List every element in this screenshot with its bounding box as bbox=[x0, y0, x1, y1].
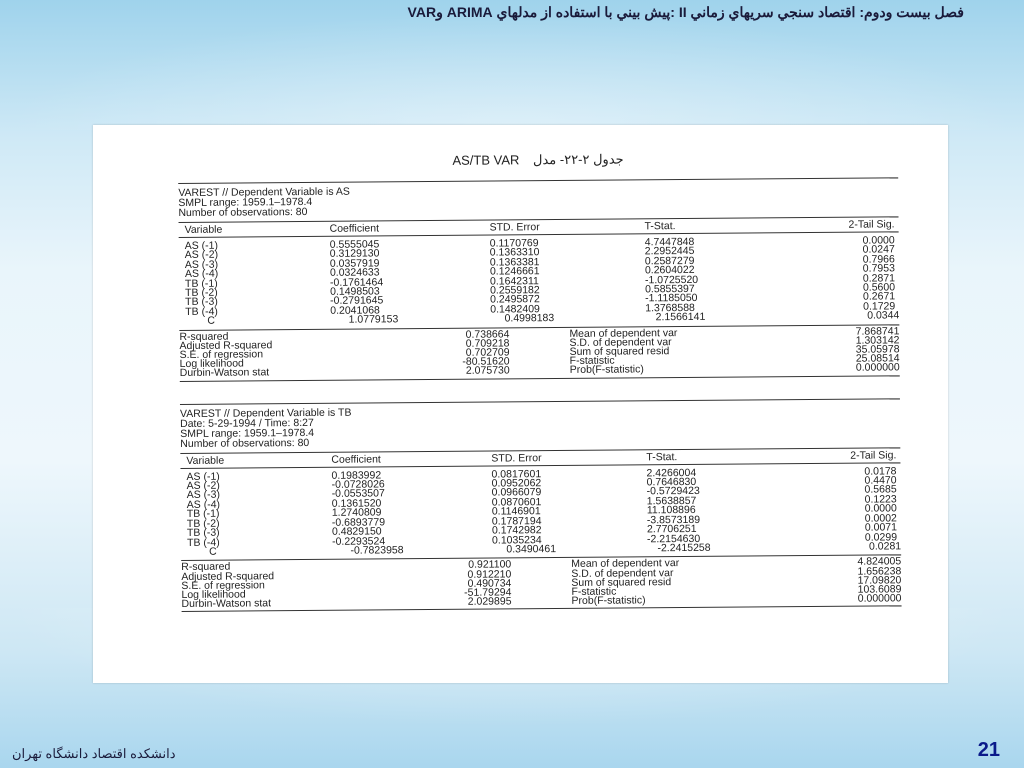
table-cell: 0.1170769 bbox=[489, 237, 539, 250]
table-cell: -0.0553507 bbox=[331, 487, 385, 501]
table-cell: 0.2587279 bbox=[644, 254, 695, 268]
statistic-label: Adjusted R-squared bbox=[179, 339, 273, 352]
table-cell: 0.1729 bbox=[863, 300, 896, 313]
table-cell: -0.2293524 bbox=[331, 534, 386, 548]
statistic-value: 103.6089 bbox=[857, 583, 902, 596]
column-header: Coefficient bbox=[331, 453, 381, 466]
table-cell: 1.5638857 bbox=[646, 494, 697, 508]
statistic-value: 7.868741 bbox=[855, 324, 900, 338]
table-cell: -3.8573189 bbox=[646, 513, 701, 527]
statistic-label: Durbin-Watson stat bbox=[181, 597, 272, 611]
table-cell: -0.6893779 bbox=[331, 516, 386, 529]
table-cell: 0.2671 bbox=[862, 290, 896, 304]
table-cell: TB (-1) bbox=[184, 277, 218, 290]
table-cell: 0.5555045 bbox=[329, 238, 380, 251]
table-cell: -1.1185050 bbox=[645, 292, 698, 305]
table-header-row bbox=[180, 448, 900, 469]
document-content bbox=[178, 149, 902, 634]
table-cell: 1.3768588 bbox=[645, 301, 695, 315]
statistic-label: R-squared bbox=[181, 560, 231, 574]
table-cell: 1.2740809 bbox=[331, 506, 382, 520]
table-cell: 4.7447848 bbox=[644, 235, 695, 249]
table-cell: 0.0000 bbox=[862, 234, 895, 247]
statistic-label: Log likelihood bbox=[179, 357, 244, 371]
table-cell: TB (-2) bbox=[185, 286, 218, 299]
table-cell: -0.7823958 bbox=[350, 544, 404, 557]
table-cell: 11.108896 bbox=[646, 504, 696, 517]
statistic-label: Adjusted R-squared bbox=[181, 569, 275, 583]
table-cell: 0.1146901 bbox=[491, 505, 541, 518]
table-cell: 0.0071 bbox=[864, 521, 897, 534]
table-cell: AS (-2) bbox=[186, 479, 220, 493]
section-header-line: SMPL range: 1959.1–1978.4 bbox=[178, 195, 313, 209]
regression-section bbox=[180, 398, 902, 612]
table-cell: 0.3490461 bbox=[506, 542, 557, 556]
statistic-value: 0.702709 bbox=[465, 346, 510, 359]
table-cell: 1.0779153 bbox=[348, 313, 399, 326]
table-cell: AS (-4) bbox=[184, 267, 219, 281]
table-cell: 0.1363381 bbox=[489, 255, 540, 269]
column-header: Coefficient bbox=[329, 222, 380, 235]
table-cell: 0.0178 bbox=[864, 465, 897, 478]
statistic-value: 25.08514 bbox=[855, 352, 900, 365]
table-cell: 0.4829150 bbox=[331, 525, 382, 538]
statistic-value: 0.000000 bbox=[855, 361, 900, 375]
statistic-value: -51.79294 bbox=[464, 586, 512, 599]
table-cell: 0.0344 bbox=[867, 309, 900, 322]
table-cell: 0.2495872 bbox=[490, 293, 540, 306]
table-cell: 0.1742982 bbox=[491, 524, 542, 537]
column-header: Variable bbox=[184, 223, 223, 236]
table-cell: -1.0725520 bbox=[644, 273, 699, 286]
table-cell: TB (-1) bbox=[186, 507, 220, 521]
footer-university: دانشکده اقتصاد دانشگاه تهران bbox=[12, 746, 176, 761]
table-cell: 0.0281 bbox=[868, 540, 902, 553]
table-cell: 0.0324633 bbox=[329, 266, 380, 280]
regression-sections bbox=[178, 177, 901, 612]
table-cell: 0.1363310 bbox=[489, 246, 540, 259]
table-cell: 0.0299 bbox=[864, 530, 898, 544]
table-cell: 0.1498503 bbox=[330, 285, 380, 298]
table-cell: 0.0247 bbox=[862, 243, 895, 257]
statistic-value: 17.09820 bbox=[857, 574, 902, 587]
statistic-value: 2.029895 bbox=[467, 595, 512, 608]
table-cell: 0.2559182 bbox=[490, 284, 540, 297]
table-cell: 0.1223 bbox=[864, 493, 897, 506]
column-header: 2-Tail Sig. bbox=[848, 218, 895, 231]
statistic-value: 4.824005 bbox=[857, 555, 902, 569]
statistic-label: F-statistic bbox=[571, 585, 617, 598]
statistic-label: S.D. of dependent var bbox=[571, 566, 674, 580]
caption-model-name: AS/TB VAR bbox=[452, 152, 520, 168]
table-cell: 0.5685 bbox=[864, 483, 897, 497]
table-cell: 0.1482409 bbox=[490, 303, 540, 316]
table-cell: TB (-4) bbox=[186, 536, 220, 549]
statistic-label: S.E. of regression bbox=[179, 348, 264, 362]
statistic-label: Mean of dependent var bbox=[569, 326, 678, 340]
table-cell: 0.1983992 bbox=[331, 469, 382, 482]
table-cell: 0.5600 bbox=[862, 281, 896, 294]
column-header: T-Stat. bbox=[644, 220, 676, 233]
table-cell: 0.2871 bbox=[862, 271, 896, 285]
section-header-line: SMPL range: 1959.1–1978.4 bbox=[180, 426, 315, 440]
table-caption bbox=[178, 149, 898, 171]
caption-table-number: جدول ۲-۲۲- مدل bbox=[532, 151, 624, 168]
statistic-value: -80.51620 bbox=[462, 355, 510, 369]
table-cell: 0.5855397 bbox=[645, 282, 695, 296]
table-cell: 0.0952062 bbox=[491, 477, 542, 490]
statistic-value: 1.656238 bbox=[857, 564, 902, 578]
table-cell: TB (-3) bbox=[186, 526, 220, 540]
statistic-label: S.D. of dependent var bbox=[569, 335, 672, 349]
table-cell: 0.2604022 bbox=[644, 264, 695, 277]
statistic-label: R-squared bbox=[179, 330, 229, 343]
table-cell: 0.0966079 bbox=[491, 486, 542, 500]
table-cell: TB (-3) bbox=[185, 296, 218, 309]
table-cell: -0.1761464 bbox=[329, 276, 384, 289]
statistic-value: 0.912210 bbox=[467, 567, 512, 581]
table-cell: 0.0817601 bbox=[491, 467, 542, 481]
statistic-label: Mean of dependent var bbox=[571, 557, 680, 571]
column-header: STD. Error bbox=[489, 221, 540, 234]
table-cell: 0.0002 bbox=[864, 512, 897, 525]
statistic-label: Prob(F-statistic) bbox=[569, 363, 644, 377]
table-cell: TB (-2) bbox=[186, 517, 220, 530]
statistic-label: Sum of squared resid bbox=[569, 345, 670, 358]
coefficient-table bbox=[179, 216, 900, 326]
section-header-line: VAREST // Dependent Variable is TB bbox=[179, 406, 352, 420]
table-cell: 0.1035234 bbox=[491, 533, 542, 547]
table-cell: AS (-2) bbox=[184, 249, 219, 262]
column-header: T-Stat. bbox=[646, 450, 678, 464]
table-cell: 0.4470 bbox=[864, 474, 897, 487]
section-header-line: Number of observations: 80 bbox=[180, 436, 310, 450]
regression-statistics bbox=[179, 324, 899, 382]
table-header-row bbox=[179, 217, 899, 238]
table-cell: 0.0000 bbox=[864, 502, 897, 515]
statistic-value: 1.303142 bbox=[855, 334, 900, 347]
regression-statistics bbox=[181, 555, 901, 613]
statistic-label: Log likelihood bbox=[181, 588, 246, 601]
statistic-value: 0.000000 bbox=[857, 592, 902, 605]
slide-title: فصل بيست ودوم: اقتصاد سنجي سريهاي زماني II :پيش بيني با استفاده از مدلهاي ARIMA وVAR bbox=[407, 4, 964, 20]
statistic-value: 0.921100 bbox=[468, 558, 512, 572]
table-cell: 0.1246661 bbox=[489, 265, 540, 278]
table-cell: -2.2415258 bbox=[657, 541, 711, 555]
table-cell: AS (-3) bbox=[186, 489, 220, 502]
table-cell: AS (-1) bbox=[186, 470, 220, 483]
table-cell: 0.2041068 bbox=[330, 304, 380, 317]
column-header: Variable bbox=[186, 454, 225, 467]
background-wave-top bbox=[0, 10, 1024, 130]
table-cell: 0.4998183 bbox=[504, 312, 555, 325]
table-cell: 0.1642311 bbox=[489, 274, 539, 288]
statistic-value: 0.490734 bbox=[467, 577, 512, 590]
statistic-label: F-statistic bbox=[569, 354, 615, 368]
table-cell: 2.2952445 bbox=[644, 245, 695, 258]
table-cell: -2.2154630 bbox=[646, 532, 701, 545]
table-cell: C bbox=[207, 314, 215, 328]
table-cell: 2.7706251 bbox=[646, 523, 697, 536]
table-cell: AS (-4) bbox=[186, 498, 221, 511]
page-number: 21 bbox=[977, 739, 1000, 761]
table-cell: 0.0357919 bbox=[329, 257, 380, 270]
table-cell: -0.5729423 bbox=[646, 485, 700, 498]
table-cell: -0.2791645 bbox=[330, 294, 384, 308]
statistic-value: 0.709218 bbox=[465, 337, 510, 350]
table-cell: TB (-4) bbox=[185, 305, 218, 318]
section-header-line: VAREST // Dependent Variable is AS bbox=[178, 185, 350, 199]
statistic-label: Sum of squared resid bbox=[571, 575, 672, 589]
statistic-label: Prob(F-statistic) bbox=[571, 594, 646, 608]
table-cell: 0.7953 bbox=[862, 262, 895, 275]
column-header: STD. Error bbox=[491, 451, 542, 465]
coefficient-table bbox=[180, 447, 901, 557]
statistic-value: 0.738664 bbox=[465, 328, 510, 341]
section-header-line: Date: 5-29-1994 / Time: 8:27 bbox=[180, 416, 314, 430]
scanned-document bbox=[93, 125, 948, 683]
table-cell: 2.1566141 bbox=[655, 311, 706, 324]
table-cell: -0.0728026 bbox=[331, 478, 385, 491]
statistic-value: 35.05978 bbox=[855, 343, 900, 356]
section-header-line: Number of observations: 80 bbox=[178, 205, 308, 219]
column-header: 2-Tail Sig. bbox=[850, 449, 897, 462]
table-cell: 0.3129130 bbox=[329, 247, 380, 261]
table-cell: AS (-1) bbox=[184, 239, 219, 252]
regression-section bbox=[178, 177, 900, 381]
statistic-value: 2.075730 bbox=[465, 364, 510, 378]
statistic-label: S.E. of regression bbox=[181, 579, 265, 592]
table-cell: 0.0870601 bbox=[491, 496, 542, 509]
table-cell: 0.7966 bbox=[862, 253, 895, 266]
table-cell: 0.1787194 bbox=[491, 514, 542, 528]
table-cell: 0.7646830 bbox=[646, 476, 697, 489]
table-cell: C bbox=[209, 545, 217, 558]
statistic-label: Durbin-Watson stat bbox=[179, 366, 270, 380]
table-cell: 0.1361520 bbox=[331, 497, 382, 510]
table-cell: AS (-3) bbox=[184, 258, 219, 271]
table-cell: 2.4266004 bbox=[646, 466, 697, 480]
